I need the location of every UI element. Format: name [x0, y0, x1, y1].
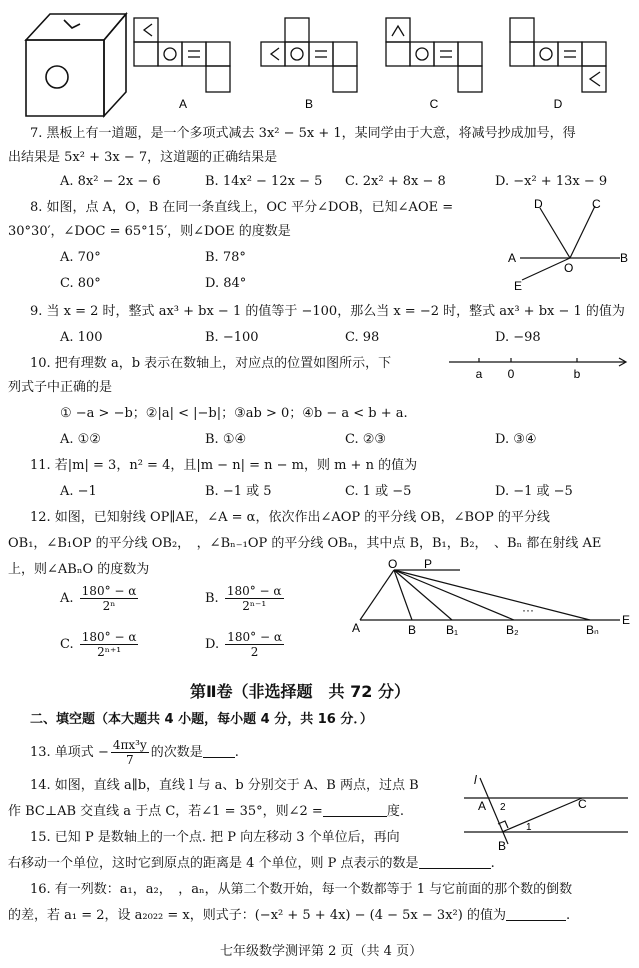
q15-stem-2: 右移动一个单位，这时它到原点的距离是 4 个单位，则 P 点表示的数是 . [8, 856, 495, 871]
q7-stem-2: 出结果是 5x² + 3x − 7，这道题的正确结果是 [8, 150, 278, 165]
q8-option-d: D. 84° [205, 276, 247, 291]
cube-nets-figure [0, 0, 639, 122]
svg-text:O: O [564, 261, 574, 275]
q12-option-a: A. $\frac{180^\circ - \alpha}{\text{2ⁿ}}$ [60, 584, 137, 613]
q14-stem-2: 作 BC⊥AB 交直线 a 于点 C，若∠1 = 35°，则∠2 = 度. [8, 804, 404, 819]
svg-text:b: b [573, 367, 581, 381]
q13-stem: 13. 单项式 − $\frac{\text{4πx³y}}{7}$ 的次数是 . [30, 738, 239, 767]
svg-text:B₁: B₁ [446, 623, 459, 637]
svg-text:Bₙ: Bₙ [586, 623, 599, 637]
q8-option-c: C. 80° [60, 276, 101, 291]
q11-stem: 11. 若|m| = 3，n² = 4，且|m − n| = n − m，则 m + n 的值为 [30, 458, 418, 473]
q7-option-c: C. 2x² + 8x − 8 [345, 174, 446, 189]
svg-text:P: P [424, 557, 433, 571]
svg-text:l: l [474, 773, 477, 787]
section-2-title: 第Ⅱ卷（非选择题 共 72 分） [190, 682, 410, 701]
svg-text:D: D [534, 197, 543, 211]
q11-option-d: D. −1 或 −5 [495, 484, 573, 499]
svg-text:A: A [352, 621, 361, 635]
svg-text:a: a [475, 367, 483, 381]
q10-stem: 10. 把有理数 a，b 表示在数轴上，对应点的位置如图所示，下 [30, 356, 392, 371]
cube-net-b [261, 18, 357, 92]
q8-option-b: B. 78° [205, 250, 246, 265]
net-label-d: D [553, 97, 563, 111]
svg-text:E: E [622, 613, 631, 627]
q15-stem: 15. 已知 P 是数轴上的一个点. 把 P 向左移动 3 个单位后，再向 [30, 830, 400, 845]
svg-text:0: 0 [507, 367, 515, 381]
svg-text:1: 1 [526, 822, 532, 833]
page-footer: 七年级数学测评第 2 页（共 4 页） [220, 944, 423, 959]
svg-text:C: C [592, 197, 601, 211]
svg-text:B: B [620, 251, 629, 265]
net-label-c: C [429, 97, 439, 111]
q16-stem-2: 的差，若 a₁ = 2，设 a₂₀₂₂ = x，则式子：(−x² + 5 + 4x) − (4 − 5x − 3x²) 的值为 . [8, 908, 571, 923]
q13-answer-blank[interactable] [203, 744, 235, 758]
q10-option-b: B. ①④ [205, 432, 247, 447]
cube-net-a [134, 18, 230, 92]
svg-text:E: E [514, 279, 523, 293]
svg-text:···: ··· [522, 603, 534, 617]
q7-option-d: D. −x² + 13x − 9 [495, 174, 608, 189]
q10-option-c: C. ②③ [345, 432, 387, 447]
svg-text:O: O [388, 557, 398, 571]
q11-option-c: C. 1 或 −5 [345, 484, 412, 499]
q8-stem-2: 30°30′，∠DOC = 65°15′，则∠DOE 的度数是 [8, 224, 291, 239]
q9-option-c: C. 98 [345, 330, 380, 345]
net-label-b: B [304, 97, 314, 111]
q9-option-a: A. 100 [60, 330, 103, 345]
q14-stem: 14. 如图，直线 a∥b，直线 l 与 a、b 分别交于 A、B 两点，过点 B [30, 778, 419, 793]
q7-stem: 7. 黑板上有一道题，是一个多项式减去 3x² − 5x + 1，某同学由于大意，将减号抄成加号，得 [30, 126, 576, 141]
q12-option-c: C. $\frac{180^\circ - \alpha}{\text{2ⁿ⁺¹}}$ [60, 630, 137, 659]
q12-option-d: D. $\frac{180^\circ - \alpha}{2}$ [205, 630, 282, 659]
q10-option-d: D. ③④ [495, 432, 537, 447]
q7-option-a: A. 8x² − 2x − 6 [60, 174, 161, 189]
q12-stem: 12. 如图，已知射线 OP∥AE，∠A = α，依次作出∠AOP 的平分线 OB，∠BOP 的平分线 [30, 510, 550, 525]
svg-text:2: 2 [500, 802, 506, 813]
svg-text:B₂: B₂ [506, 623, 519, 637]
q8-angle-figure [500, 196, 630, 294]
cube-drawing [26, 14, 126, 116]
svg-text:B: B [408, 623, 417, 637]
cube-net-d [510, 18, 606, 92]
q14-parallel-figure [458, 772, 634, 854]
svg-text:A: A [478, 799, 487, 813]
q12-bisector-figure [350, 556, 636, 646]
svg-text:B: B [498, 839, 507, 853]
q9-option-d: D. −98 [495, 330, 541, 345]
svg-text:A: A [508, 251, 517, 265]
q10-option-a: A. ①② [60, 432, 101, 447]
q14-answer-blank[interactable] [323, 803, 387, 817]
q11-option-b: B. −1 或 5 [205, 484, 272, 499]
q16-stem: 16. 有一列数：a₁，a₂， ，aₙ，从第二个数开始，每一个数都等于 1 与它前面的那个数的倒数 [30, 882, 573, 897]
q8-stem: 8. 如图，点 A，O，B 在同一条直线上，OC 平分∠DOB，已知∠AOE = [30, 200, 454, 215]
q15-answer-blank[interactable] [419, 855, 491, 869]
q12-stem-3: 上，则∠ABₙO 的度数为 [8, 562, 150, 577]
q11-option-a: A. −1 [60, 484, 97, 499]
q7-option-b: B. 14x² − 12x − 5 [205, 174, 323, 189]
q10-number-line [445, 352, 631, 382]
fill-in-heading: 二、填空题（本大题共 4 小题，每小题 4 分，共 16 分．） [30, 712, 373, 727]
q10-stem-3: ① −a > −b；②|a| < |−b|；③ab > 0；④b − a < b + a. [60, 406, 408, 421]
cube-net-c [386, 18, 482, 92]
q10-stem-2: 列式子中正确的是 [8, 380, 113, 395]
q9-stem: 9. 当 x = 2 时，整式 ax³ + bx − 1 的值等于 −100，那么当 x = −2 时，整式 ax³ + bx − 1 的值为 [30, 304, 625, 319]
q16-answer-blank[interactable] [506, 907, 566, 921]
svg-text:C: C [578, 797, 587, 811]
q12-option-b: B. $\frac{180^\circ - \alpha}{\text{2ⁿ⁻¹}}$ [205, 584, 282, 613]
q8-option-a: A. 70° [60, 250, 101, 265]
net-label-a: A [178, 97, 188, 111]
q9-option-b: B. −100 [205, 330, 259, 345]
q12-stem-2: OB₁，∠B₁OP 的平分线 OB₂， ，∠Bₙ₋₁OP 的平分线 OBₙ，其中点 B，B₁，B₂， 、Bₙ 都在射线 AE [8, 536, 602, 551]
